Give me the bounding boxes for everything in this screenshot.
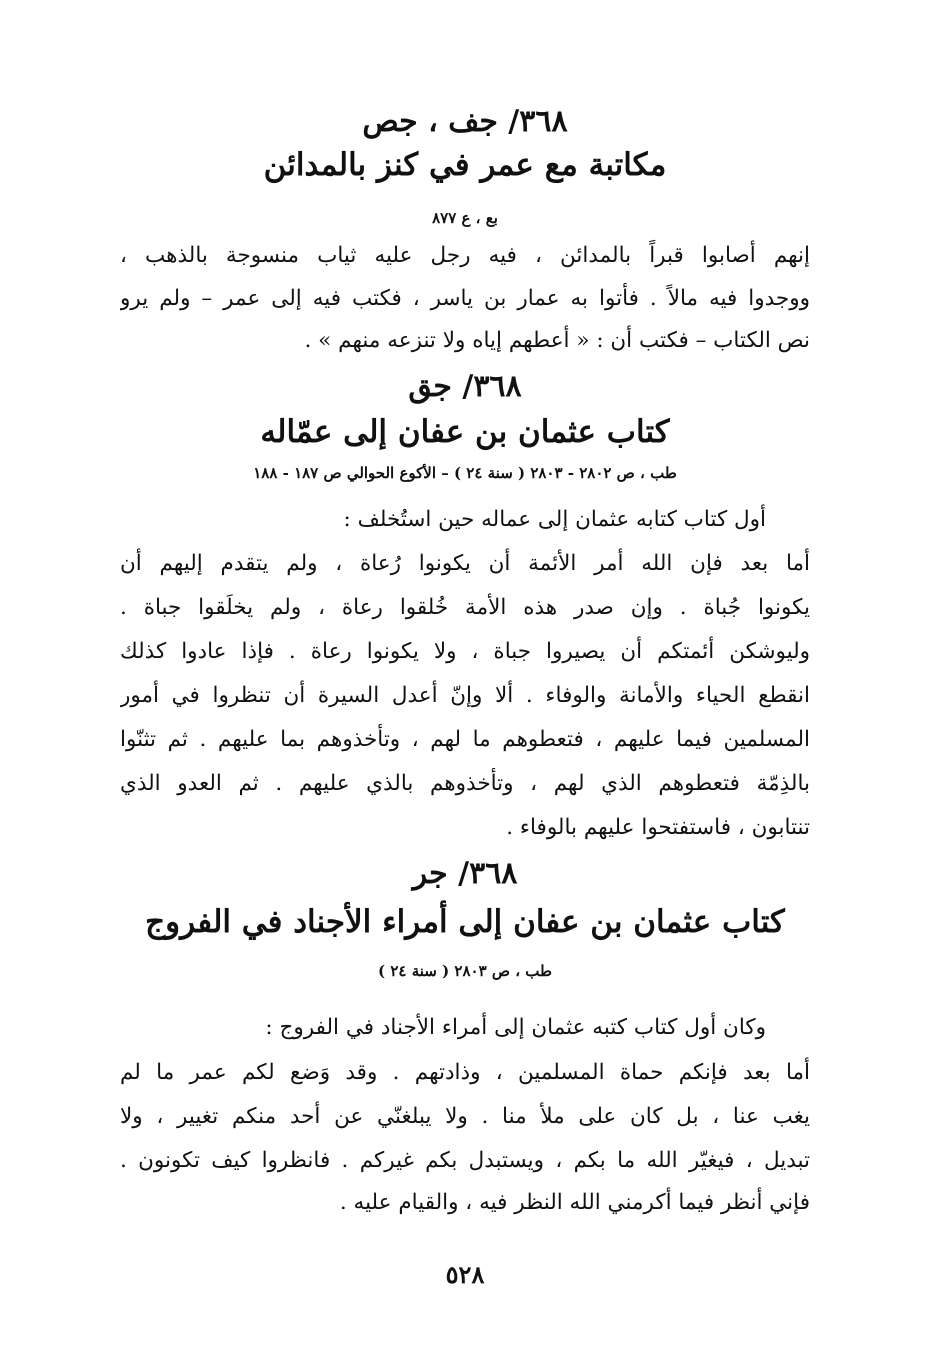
section-1-line-2: ووجدوا فيه مالاً . فأتوا به عمار بن ياسر ، فكتب فيه إلى عمر – ولم يرو — [120, 286, 810, 311]
section-1-line-1: إنهم أصابوا قبراً بالمدائن ، فيه رجل عليه ثياب منسوجة بالذهب ، — [120, 243, 810, 268]
section-2-line-1: أول كتاب كتابه عثمان إلى عماله حين استُخلف : — [343, 507, 766, 532]
section-3-line-4: تبديل ، فيغيّر الله ما بكم ، ويستبدل بكم غيركم . فانظروا كيف تكونون . — [120, 1148, 810, 1173]
section-1-title: مكاتبة مع عمر في كنز بالمدائن — [263, 147, 667, 183]
section-2-source: طب ، ص ٢٨٠٢ - ٢٨٠٣ ( سنة ٢٤ ) – الأكوع الحوالي ص ١٨٧ - ١٨٨ — [253, 464, 677, 482]
section-2-line-8: تنتابون ، فاستفتحوا عليهم بالوفاء . — [506, 815, 810, 840]
book-page — [120, 0, 810, 1365]
section-3-line-1: وكان أول كتاب كتبه عثمان إلى أمراء الأجناد في الفروج : — [265, 1015, 766, 1040]
section-2-line-5: انقطع الحياء والأمانة والوفاء . ألا وإنّ أعدل السيرة أن تنظروا في أمور — [120, 683, 810, 708]
page-number: ٥٢٨ — [445, 1260, 485, 1289]
section-3-number: ٣٦٨/ جر — [412, 856, 518, 891]
section-2-number: ٣٦٨/ جق — [408, 369, 522, 404]
section-1-line-3: نص الكتاب – فكتب أن : « أعطهم إياه ولا تنزعه منهم » . — [304, 328, 810, 353]
section-2-line-6: المسلمين فيما عليهم ، فتعطوهم ما لهم ، وتأخذوهم بما عليهم . ثم تثنّوا — [120, 727, 810, 752]
section-2-line-7: بالذِمّة فتعطوهم الذي لهم ، وتأخذوهم بالذي عليهم . ثم العدو الذي — [120, 771, 810, 796]
section-3-line-3: يغب عنا ، بل كان على ملأ منا . ولا يبلغنّي عن أحد منكم تغيير ، ولا — [120, 1104, 810, 1129]
section-3-line-5: فإني أنظر فيما أكرمني الله النظر فيه ، والقيام عليه . — [339, 1190, 810, 1215]
section-3-title: كتاب عثمان بن عفان إلى أمراء الأجناد في الفروج — [145, 904, 785, 940]
section-2-line-4: وليوشكن أئمتكم أن يصيروا جباة ، ولا يكونوا رعاة . فإذا عادوا كذلك — [120, 639, 810, 664]
section-1-source: بع ، ع ٨٧٧ — [432, 209, 498, 227]
section-1-number: ٣٦٨/ جف ، جص — [362, 104, 568, 139]
section-2-line-3: يكونوا جُباة . وإن صدر هذه الأمة خُلقوا رعاة ، ولم يخلَقوا جباة . — [120, 595, 810, 620]
section-3-line-2: أما بعد فإنكم حماة المسلمين ، وذادتهم . وقد وَضع لكم عمر ما لم — [120, 1060, 810, 1085]
section-2-title: كتاب عثمان بن عفان إلى عمّاله — [260, 414, 670, 450]
section-3-source: طب ، ص ٢٨٠٣ ( سنة ٢٤ ) — [378, 962, 552, 980]
section-2-line-2: أما بعد فإن الله أمر الأئمة أن يكونوا رُعاة ، ولم يتقدم إليهم أن — [120, 551, 810, 576]
